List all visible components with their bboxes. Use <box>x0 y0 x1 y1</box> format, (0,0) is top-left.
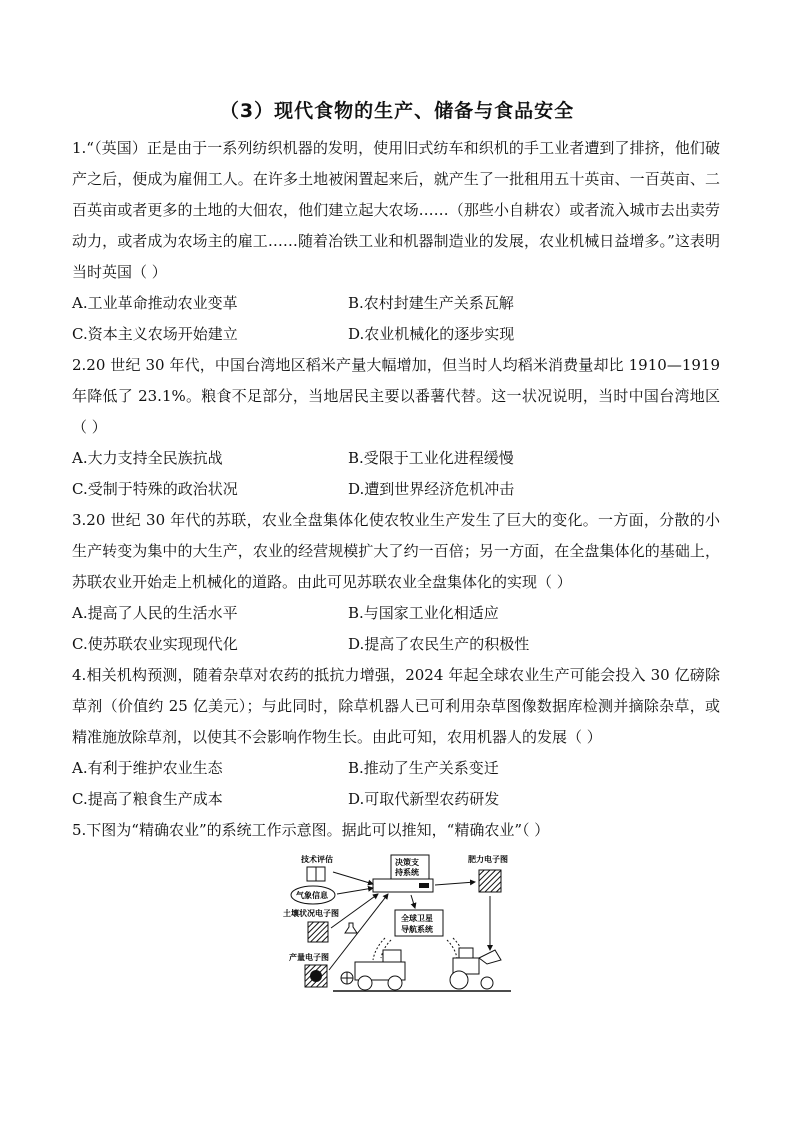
weather-label: 气象信息 <box>296 891 328 900</box>
question-3 <box>72 505 720 660</box>
option-c[interactable]: C.提高了粮食生产成本 <box>72 790 223 808</box>
option-b[interactable]: B.与国家工业化相适应 <box>348 604 499 622</box>
diagram-svg <box>283 850 515 998</box>
precision-agriculture-diagram <box>283 850 515 998</box>
option-grid <box>72 443 720 505</box>
option-b[interactable]: B.农村封建生产关系瓦解 <box>348 294 514 312</box>
option-a[interactable]: A.有利于维护农业生态 <box>72 759 223 777</box>
gps-label-line1: 全球卫星 <box>401 914 433 923</box>
arrow-weather-to-dss <box>337 888 373 894</box>
soil-map-label: 土壤状况电子图 <box>283 909 339 918</box>
question-stem: 4.相关机构预测，随着杂草对农药的抵抗力增强，2024 年起全球农业生产可能会投入 30 亿磅除草剂（价值约 25 亿美元）；与此同时，除草机器人已可利用杂草图像数据库检测并摘除杂草，或精准施放除草剂，以使其不会影响作物生长。由此可知，农用机器人的发展（ ） <box>72 666 720 746</box>
option-d[interactable]: D.提高了农民生产的积极性 <box>348 635 530 653</box>
gps-label-line2: 导航系统 <box>401 925 433 934</box>
fert-map-label: 肥力电子图 <box>468 855 508 864</box>
page-title: （3）现代食物的生产、储备与食品安全 <box>219 100 575 122</box>
option-grid <box>72 753 720 815</box>
drive-slot-icon <box>419 883 429 888</box>
question-5 <box>72 815 720 846</box>
option-grid <box>72 598 720 660</box>
yield-map-spot <box>310 970 322 982</box>
signal-wave-right <box>447 940 457 958</box>
option-d[interactable]: D.遭到世界经济危机冲击 <box>348 480 515 498</box>
option-c[interactable]: C.使苏联农业实现现代化 <box>72 635 238 653</box>
question-1 <box>72 133 720 350</box>
question-list <box>72 133 720 846</box>
option-c[interactable]: C.资本主义农场开始建立 <box>72 325 238 343</box>
harvester-icon <box>341 950 405 990</box>
decision-label-line1: 决策支 <box>395 858 419 867</box>
option-a[interactable]: A.工业革命推动农业变革 <box>72 294 238 312</box>
yield-map-label: 产量电子图 <box>289 953 329 962</box>
question-stem: 2.20 世纪 30 年代，中国台湾地区稻米产量大幅增加，但当时人均稻米消费量却比 1910—1919 年降低了 23.1%。粮食不足部分，当地居民主要以番薯代替。这一状况说明，当时中国台湾地区（ ） <box>72 356 720 436</box>
option-a[interactable]: A.提高了人民的生活水平 <box>72 604 238 622</box>
decision-label-line2: 持系统 <box>395 868 419 877</box>
flask-icon <box>345 923 357 933</box>
option-a[interactable]: A.大力支持全民族抗战 <box>72 449 223 467</box>
question-4 <box>72 660 720 815</box>
question-stem: 3.20 世纪 30 年代的苏联，农业全盘集体化使农牧业生产发生了巨大的变化。一方面，分散的小生产转变为集中的大生产，农业的经营规模扩大了约一百倍；另一方面，在全盘集体化的基础上，苏联农业开始走上机械化的道路。由此可见苏联农业全盘集体化的实现（ ） <box>72 511 720 591</box>
question-2 <box>72 350 720 505</box>
question-stem: 1.“（英国）正是由于一系列纺织机器的发明，使用旧式纺车和织机的手工业者遭到了排挤，他们破产之后，便成为雇佣工人。在许多土地被闲置起来后，就产生了一批租用五十英亩、一百英亩、二百英亩或者更多的土地的大佃农，他们建立起大农场……（那些小自耕农）或者流入城市去出卖劳动力，或者成为农场主的雇工……随着冶铁工业和机器制造业的发展，农业机械日益增多。”这表明当时英国（ ） <box>72 139 720 281</box>
tech-eval-label: 技术评估 <box>301 855 333 864</box>
option-b[interactable]: B.受限于工业化进程缓慢 <box>348 449 514 467</box>
soil-map-icon <box>308 922 328 942</box>
arrow-tech-to-dss <box>333 872 373 884</box>
arrow-dss-to-gps <box>411 895 415 908</box>
question-stem: 5.下图为“精确农业”的系统工作示意图。据此可以推知，“精确农业”（ ） <box>72 821 550 839</box>
option-c[interactable]: C.受制于特殊的政治状况 <box>72 480 238 498</box>
option-grid <box>72 288 720 350</box>
fert-map-icon <box>479 870 501 892</box>
tractor-icon <box>450 948 501 989</box>
arrow-yield-to-dss <box>329 894 388 970</box>
option-d[interactable]: D.农业机械化的逐步实现 <box>348 325 515 343</box>
arrow-dss-to-fert <box>435 882 475 885</box>
option-d[interactable]: D.可取代新型农药研发 <box>348 790 500 808</box>
option-b[interactable]: B.推动了生产关系变迁 <box>348 759 499 777</box>
